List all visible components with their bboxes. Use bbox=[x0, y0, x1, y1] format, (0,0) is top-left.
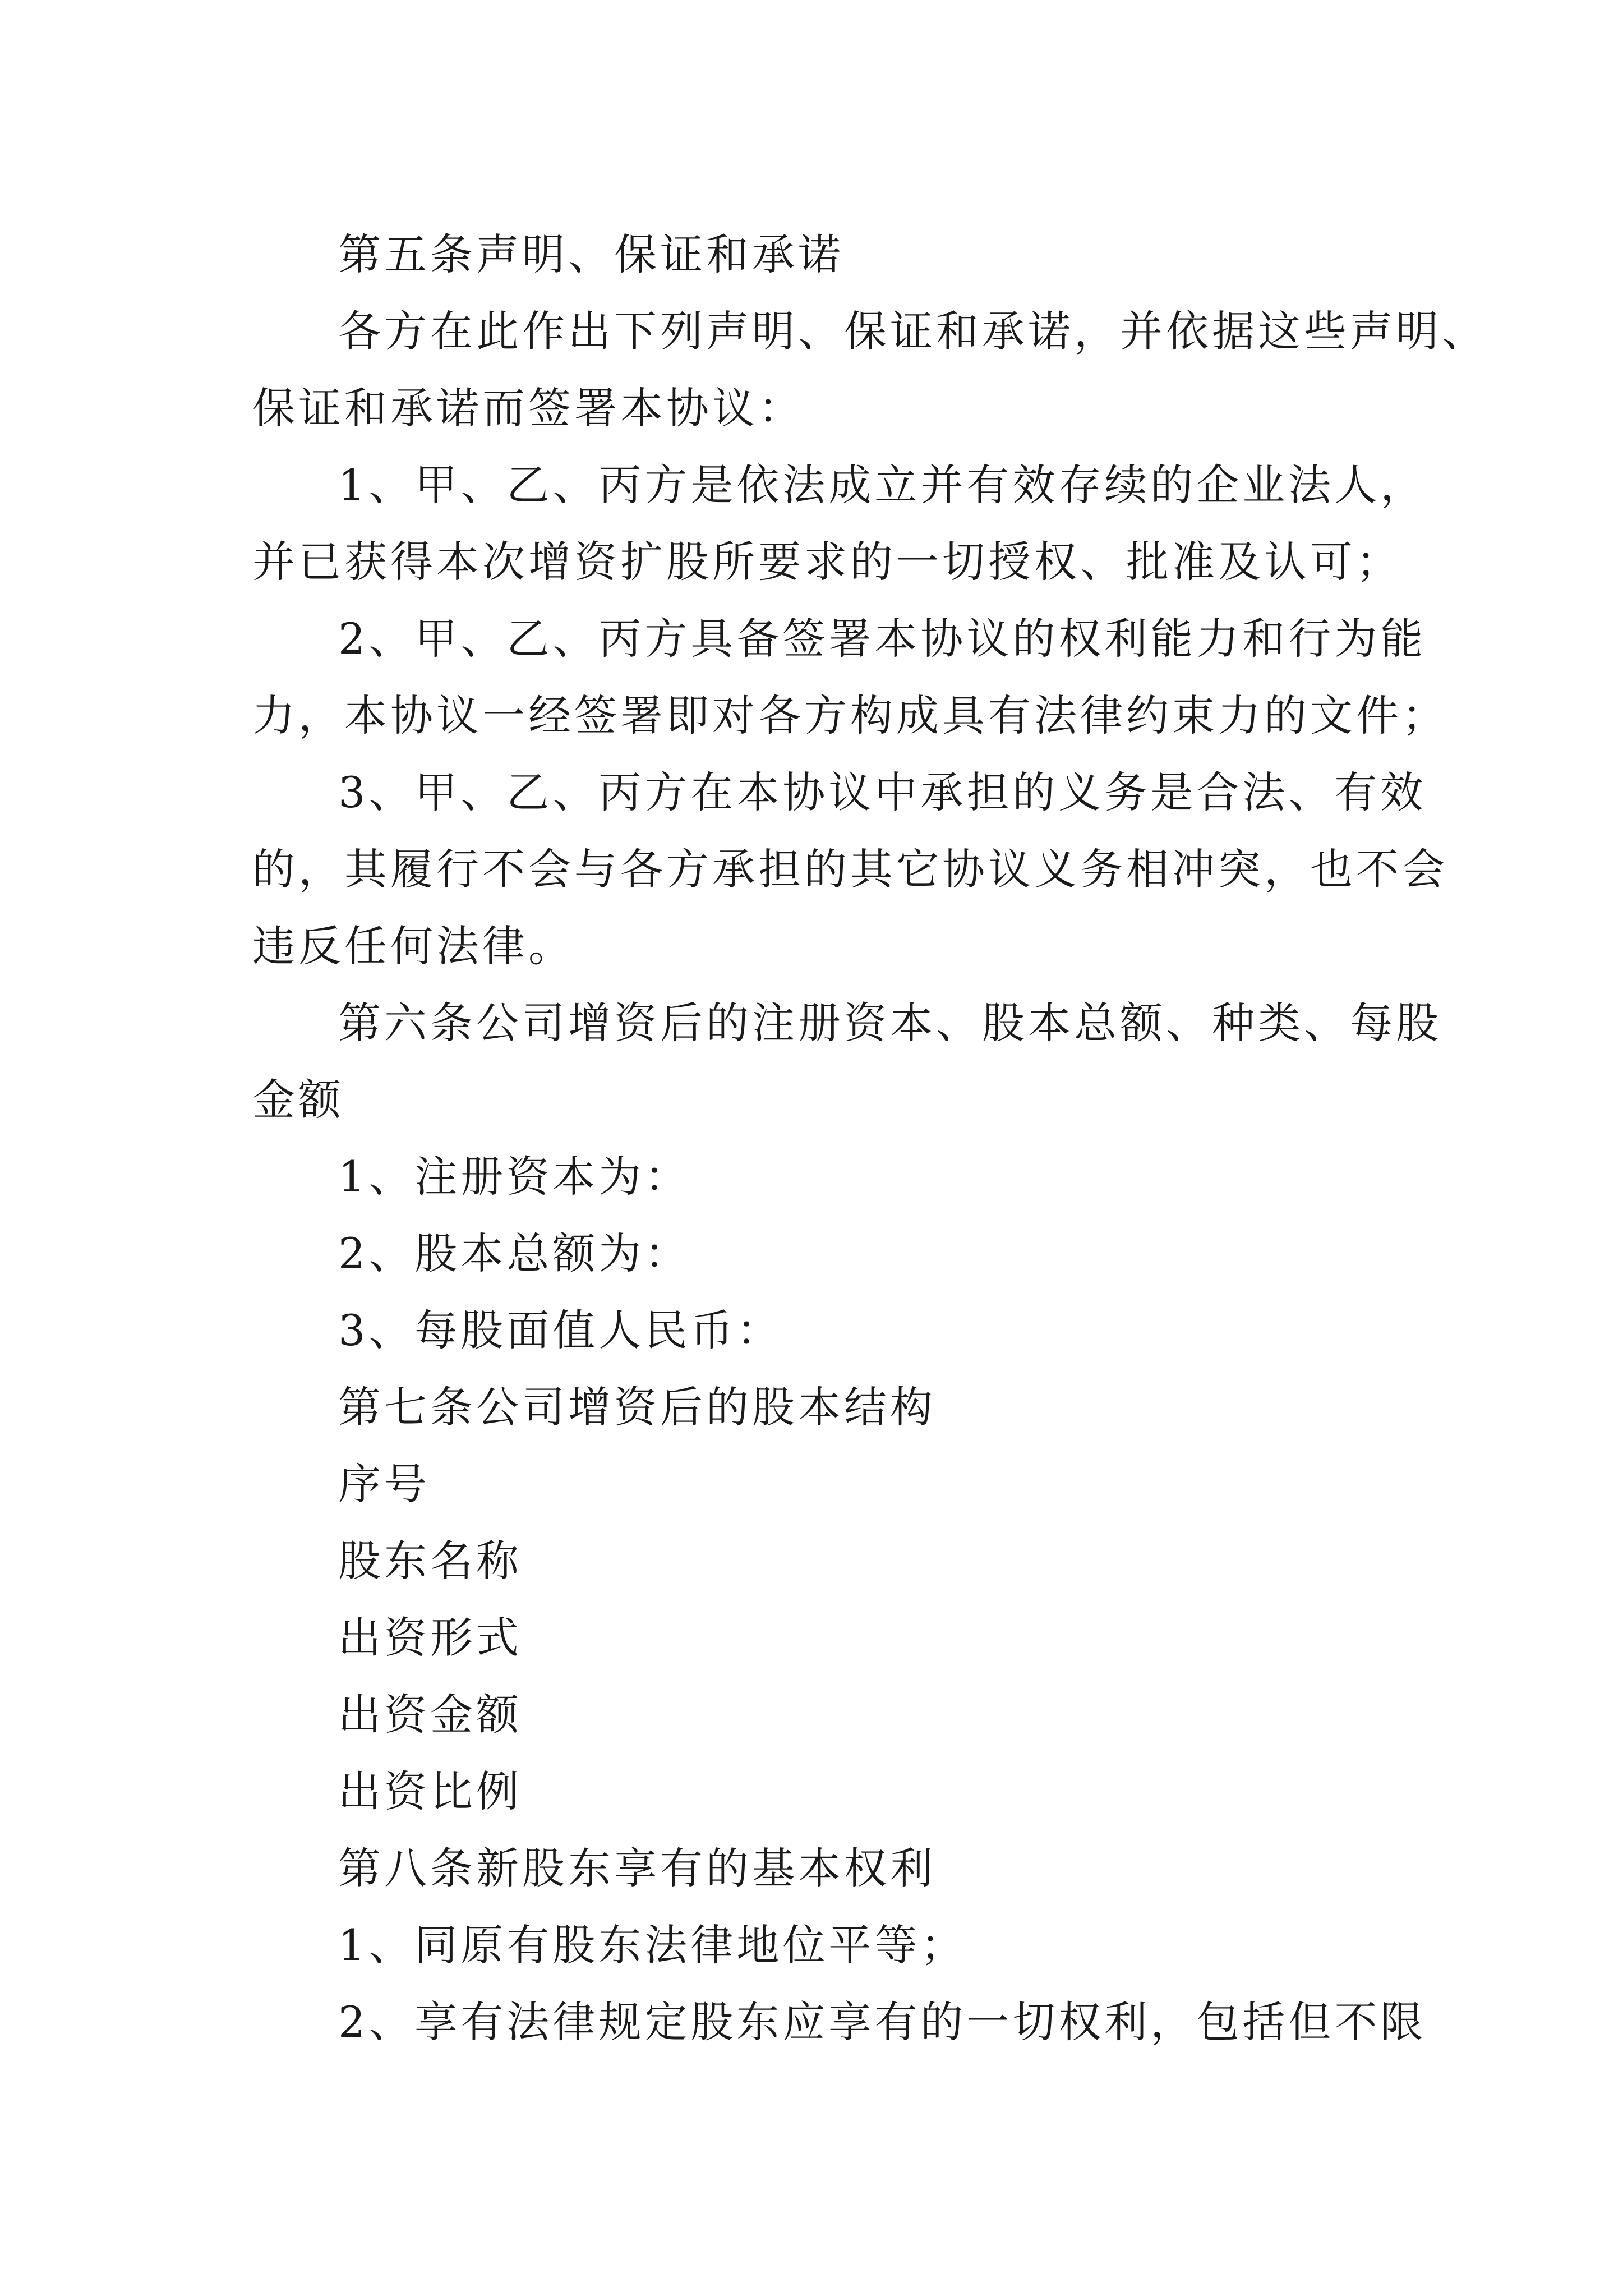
table-header-cell: 股东名称 bbox=[338, 1536, 522, 1586]
paragraph-line: 并已获得本次增资扩股所要求的一切授权、批准及认可； bbox=[252, 537, 1402, 587]
paragraph-line: 2、甲、乙、丙方具备签署本协议的权利能力和行为能 bbox=[338, 614, 1427, 664]
table-header-cell: 出资比例 bbox=[338, 1766, 522, 1816]
article-5-heading: 第五条声明、保证和承诺 bbox=[338, 229, 844, 279]
paragraph-line: 保证和承诺而签署本协议： bbox=[252, 383, 804, 433]
paragraph-line: 的，其履行不会与各方承担的其它协议义务相冲突，也不会 bbox=[252, 844, 1448, 894]
table-header-cell: 序号 bbox=[338, 1459, 430, 1509]
paragraph-line: 金额 bbox=[252, 1075, 344, 1125]
paragraph-line: 各方在此作出下列声明、保证和承诺，并依据这些声明、 bbox=[338, 306, 1488, 356]
list-item: 3、每股面值人民币： bbox=[338, 1305, 783, 1355]
paragraph-line: 力，本协议一经签署即对各方构成具有法律约束力的文件； bbox=[252, 691, 1448, 740]
paragraph-line: 3、甲、乙、丙方在本协议中承担的义务是合法、有效 bbox=[338, 767, 1427, 817]
table-header-cell: 出资形式 bbox=[338, 1613, 522, 1663]
document-body bbox=[252, 216, 1488, 2060]
article-6-heading: 第六条公司增资后的注册资本、股本总额、种类、每股 bbox=[338, 998, 1442, 1048]
list-item: 1、同原有股东法律地位平等； bbox=[338, 1920, 967, 1970]
article-8-heading: 第八条新股东享有的基本权利 bbox=[338, 1843, 936, 1893]
list-item: 2、股本总额为： bbox=[338, 1228, 691, 1278]
table-header-cell: 出资金额 bbox=[338, 1690, 522, 1740]
paragraph-line: 1、甲、乙、丙方是依法成立并有效存续的企业法人， bbox=[338, 460, 1427, 510]
list-item: 2、享有法律规定股东应享有的一切权利，包括但不限 bbox=[338, 1997, 1427, 2047]
paragraph-line: 违反任何法律。 bbox=[252, 921, 574, 971]
article-7-heading: 第七条公司增资后的股本结构 bbox=[338, 1382, 936, 1432]
list-item: 1、注册资本为： bbox=[338, 1152, 691, 1202]
